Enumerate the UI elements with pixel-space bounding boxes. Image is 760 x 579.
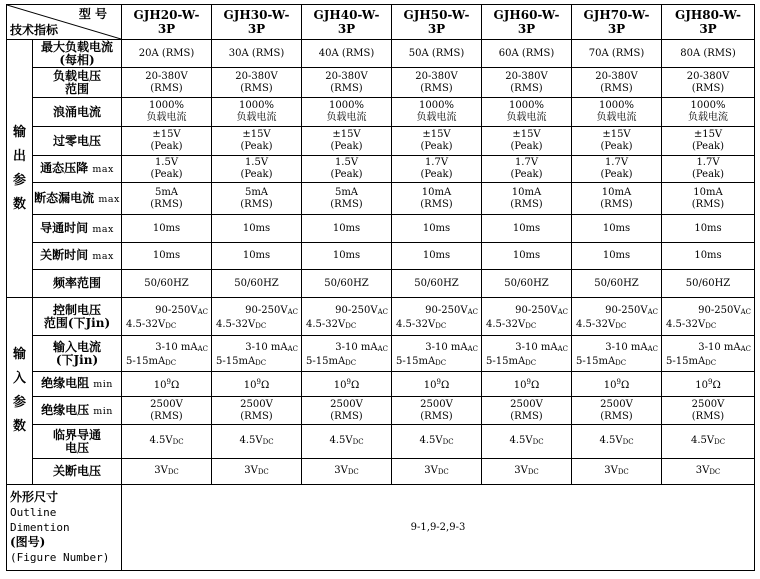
value-cell: 10ms xyxy=(662,243,755,270)
value-cell: 10mA (RMS) xyxy=(482,183,572,215)
value-cell: ±15V (Peak) xyxy=(212,127,302,156)
value-cell: 50A (RMS) xyxy=(392,40,482,68)
surge-current-label: 浪涌电流 xyxy=(33,98,122,127)
value-cell: $3V_{DC}$ xyxy=(662,459,755,485)
value-cell: 10ms xyxy=(482,243,572,270)
value-cell: 50/60HZ xyxy=(122,270,212,298)
value-cell: 60A (RMS) xyxy=(482,40,572,68)
value-cell: 20A (RMS) xyxy=(122,40,212,68)
value-cell: 1000% 负载电流 xyxy=(572,98,662,127)
value-cell: $3V_{DC}$ xyxy=(572,459,662,485)
diagonal-cell: $4.5-32V_{DC}$ $90-250V_{AC}$ xyxy=(392,298,482,336)
spec-table xyxy=(6,4,755,571)
diagonal-cell: $4.5-32V_{DC}$ $90-250V_{AC}$ xyxy=(482,298,572,336)
header-corner: 型 号 技术指标 xyxy=(7,5,122,40)
value-cell: 50/60HZ xyxy=(572,270,662,298)
input-group-label: 输 入 参 数 xyxy=(7,298,33,485)
value-cell: 70A (RMS) xyxy=(572,40,662,68)
model-header: GJH50-W- 3P xyxy=(392,5,482,40)
model-header: GJH70-W- 3P xyxy=(572,5,662,40)
diagonal-cell: $4.5-32V_{DC}$ $90-250V_{AC}$ xyxy=(122,298,212,336)
value-cell: 10ms xyxy=(302,215,392,243)
zero-cross-voltage-label: 过零电压 xyxy=(33,127,122,156)
output-group-label: 输 出 参 数 xyxy=(7,40,33,298)
value-cell: 80A (RMS) xyxy=(662,40,755,68)
value-cell: ±15V (Peak) xyxy=(122,127,212,156)
value-cell: 50/60HZ xyxy=(482,270,572,298)
value-cell: $10^9\Omega$ xyxy=(482,372,572,397)
turn-on-time-label: 导通时间 max xyxy=(33,215,122,243)
diagonal-cell: $4.5-32V_{DC}$ $90-250V_{AC}$ xyxy=(212,298,302,336)
value-cell: 20-380V (RMS) xyxy=(122,68,212,98)
value-cell: ±15V (Peak) xyxy=(482,127,572,156)
value-cell: 20-380V (RMS) xyxy=(212,68,302,98)
load-voltage-label: 负载电压 范围 xyxy=(33,68,122,98)
turn-off-voltage-label: 关断电压 xyxy=(33,459,122,485)
value-cell: $10^9\Omega$ xyxy=(392,372,482,397)
value-cell: 10ms xyxy=(482,215,572,243)
value-cell: 1.5V (Peak) xyxy=(122,156,212,183)
value-cell: $10^9\Omega$ xyxy=(212,372,302,397)
value-cell: $4.5V_{DC}$ xyxy=(122,425,212,459)
value-cell: $10^9\Omega$ xyxy=(662,372,755,397)
value-cell: 1000% 负载电流 xyxy=(662,98,755,127)
value-cell: $3V_{DC}$ xyxy=(392,459,482,485)
value-cell: 1.5V (Peak) xyxy=(212,156,302,183)
diagonal-cell: $4.5-32V_{DC}$ $90-250V_{AC}$ xyxy=(302,298,392,336)
control-voltage-label: 控制电压 范围(下Jin) xyxy=(33,298,122,336)
value-cell: 10ms xyxy=(122,215,212,243)
outline-label: 外形尺寸 Outline Dimention (图号) (Figure Number) xyxy=(7,485,122,571)
value-cell: $4.5V_{DC}$ xyxy=(302,425,392,459)
model-header: GJH30-W- 3P xyxy=(212,5,302,40)
value-cell: 10ms xyxy=(122,243,212,270)
value-cell: $4.5V_{DC}$ xyxy=(482,425,572,459)
critical-on-voltage-label: 临界导通 电压 xyxy=(33,425,122,459)
value-cell: 10ms xyxy=(392,243,482,270)
model-header: GJH40-W- 3P xyxy=(302,5,392,40)
diagonal-cell: $5-15mA_{DC}$ 3-10 $mA_{AC}$ xyxy=(482,336,572,372)
frequency-range-label: 频率范围 xyxy=(33,270,122,298)
value-cell: 2500V (RMS) xyxy=(302,397,392,425)
value-cell: 1.7V (Peak) xyxy=(572,156,662,183)
value-cell: $3V_{DC}$ xyxy=(302,459,392,485)
value-cell: 50/60HZ xyxy=(302,270,392,298)
value-cell: ±15V (Peak) xyxy=(302,127,392,156)
value-cell: 20-380V (RMS) xyxy=(302,68,392,98)
value-cell: 2500V (RMS) xyxy=(662,397,755,425)
value-cell: 1.7V (Peak) xyxy=(482,156,572,183)
value-cell: 10ms xyxy=(392,215,482,243)
value-cell: 20-380V (RMS) xyxy=(662,68,755,98)
value-cell: 10ms xyxy=(212,243,302,270)
off-state-leakage-label: 断态漏电流 max xyxy=(33,183,122,215)
value-cell: $4.5V_{DC}$ xyxy=(662,425,755,459)
value-cell: $3V_{DC}$ xyxy=(212,459,302,485)
insulation-resistance-label: 绝缘电阻 min xyxy=(33,372,122,397)
value-cell: 10mA (RMS) xyxy=(662,183,755,215)
value-cell: 10ms xyxy=(212,215,302,243)
value-cell: $10^9\Omega$ xyxy=(572,372,662,397)
value-cell: 2500V (RMS) xyxy=(572,397,662,425)
value-cell: 1.7V (Peak) xyxy=(392,156,482,183)
value-cell: 5mA (RMS) xyxy=(302,183,392,215)
value-cell: 10mA (RMS) xyxy=(572,183,662,215)
value-cell: 1.5V (Peak) xyxy=(302,156,392,183)
turn-off-time-label: 关断时间 max xyxy=(33,243,122,270)
value-cell: 2500V (RMS) xyxy=(482,397,572,425)
value-cell: $10^9\Omega$ xyxy=(122,372,212,397)
value-cell: 50/60HZ xyxy=(662,270,755,298)
value-cell: 1000% 负载电流 xyxy=(392,98,482,127)
value-cell: 20-380V (RMS) xyxy=(572,68,662,98)
on-state-drop-label: 通态压降 max xyxy=(33,156,122,183)
value-cell: 30A (RMS) xyxy=(212,40,302,68)
value-cell: 5mA (RMS) xyxy=(212,183,302,215)
value-cell: 50/60HZ xyxy=(392,270,482,298)
value-cell: $4.5V_{DC}$ xyxy=(212,425,302,459)
value-cell: 1000% 负载电流 xyxy=(122,98,212,127)
value-cell: 1000% 负载电流 xyxy=(212,98,302,127)
value-cell: 1000% 负载电流 xyxy=(482,98,572,127)
diagonal-cell: $5-15mA_{DC}$ 3-10 $mA_{AC}$ xyxy=(392,336,482,372)
model-header: GJH80-W- 3P xyxy=(662,5,755,40)
model-header: GJH20-W- 3P xyxy=(122,5,212,40)
value-cell: 2500V (RMS) xyxy=(392,397,482,425)
value-cell: $4.5V_{DC}$ xyxy=(392,425,482,459)
diagonal-cell: $5-15mA_{DC}$ 3-10 $mA_{AC}$ xyxy=(122,336,212,372)
diagonal-cell: $5-15mA_{DC}$ 3-10 $mA_{AC}$ xyxy=(212,336,302,372)
value-cell: 50/60HZ xyxy=(212,270,302,298)
value-cell: 10ms xyxy=(572,243,662,270)
value-cell: 5mA (RMS) xyxy=(122,183,212,215)
value-cell: ±15V (Peak) xyxy=(662,127,755,156)
value-cell: 10mA (RMS) xyxy=(392,183,482,215)
diagonal-cell: $5-15mA_{DC}$ 3-10 $mA_{AC}$ xyxy=(302,336,392,372)
value-cell: 2500V (RMS) xyxy=(212,397,302,425)
value-cell: $3V_{DC}$ xyxy=(482,459,572,485)
value-cell: 40A (RMS) xyxy=(302,40,392,68)
value-cell: $4.5V_{DC}$ xyxy=(572,425,662,459)
value-cell: ±15V (Peak) xyxy=(572,127,662,156)
value-cell: ±15V (Peak) xyxy=(392,127,482,156)
diagonal-cell: $4.5-32V_{DC}$ $90-250V_{AC}$ xyxy=(662,298,755,336)
value-cell: 2500V (RMS) xyxy=(122,397,212,425)
value-cell: $3V_{DC}$ xyxy=(122,459,212,485)
diagonal-cell: $5-15mA_{DC}$ 3-10 $mA_{AC}$ xyxy=(572,336,662,372)
value-cell: 1.7V (Peak) xyxy=(662,156,755,183)
outline-value: 9-1,9-2,9-3 xyxy=(122,485,755,571)
max-load-current-label: 最大负载电流 (每相) xyxy=(33,40,122,68)
model-header: GJH60-W- 3P xyxy=(482,5,572,40)
value-cell: 20-380V (RMS) xyxy=(482,68,572,98)
input-current-label: 输入电流 (下Jin) xyxy=(33,336,122,372)
value-cell: 20-380V (RMS) xyxy=(392,68,482,98)
value-cell: $10^9\Omega$ xyxy=(302,372,392,397)
insulation-voltage-label: 绝缘电压 min xyxy=(33,397,122,425)
diagonal-cell: $4.5-32V_{DC}$ $90-250V_{AC}$ xyxy=(572,298,662,336)
value-cell: 10ms xyxy=(572,215,662,243)
value-cell: 10ms xyxy=(662,215,755,243)
diagonal-cell: $5-15mA_{DC}$ 3-10 $mA_{AC}$ xyxy=(662,336,755,372)
value-cell: 10ms xyxy=(302,243,392,270)
value-cell: 1000% 负载电流 xyxy=(302,98,392,127)
